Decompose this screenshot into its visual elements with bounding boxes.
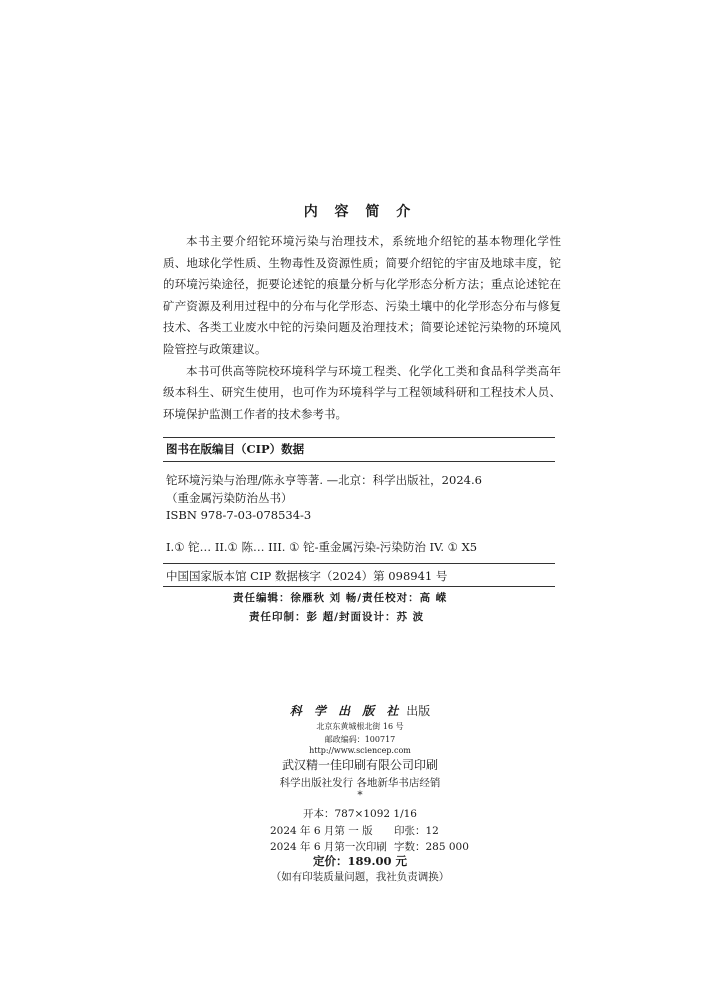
publisher-brand: 科 学 出 版 社 [289, 704, 403, 718]
summary-line: 的环境风险管控与政策建议。 [163, 320, 562, 356]
cip-heading: 图书在版编目（CIP）数据 [166, 442, 305, 456]
credits-line-1: 责任编辑：徐雁秋 刘 畅/责任校对：高 嵘 [233, 592, 448, 604]
publisher-suffix: 出版 [406, 704, 431, 718]
summary-line: 本书主要介绍铊环境污染与治理技术，系统地介绍铊的基本物理化学性 [186, 234, 561, 248]
publisher-address: 北京东黄城根北街 16 号 [316, 722, 404, 731]
printing-info: 2024 年 6 月第一次印刷 [270, 841, 387, 853]
word-count: 字数：285 000 [394, 841, 469, 853]
format-info: 开本：787×1092 1/16 [303, 808, 417, 820]
cip-isbn: ISBN 978-7-03-078534-3 [166, 508, 312, 522]
summary-title: 内 容 简 介 [303, 204, 417, 220]
summary-line: 铊在矿产资源及利用过程中的分布与化学形态、污染土壤中的化学形态分布 [163, 277, 562, 313]
separator-star: * [357, 789, 363, 801]
quality-note: （如有印装质量问题，我社负责调换） [270, 871, 450, 883]
summary-body [163, 231, 561, 425]
summary-line: 质、地球化学性质、生物毒性及资源性质；简要介绍铊的宇宙及地球丰度， [163, 255, 550, 270]
summary-line: 年级本科生、研究生使用，也可作为环境科学与工程领域科研和工程技术人 [163, 363, 561, 400]
summary-line: 铊的环境污染途径，扼要论述铊的痕量分析与化学形态分析方法；重点论述 [163, 255, 561, 292]
summary-paragraph-2 [163, 361, 561, 426]
cip-mid-rule [163, 563, 555, 564]
cip-record: 铊环境污染与治理/陈永亨等著. —北京：科学出版社，2024.6 [166, 473, 482, 487]
summary-line: 与修复技术、各类工业废水中铊的污染问题及治理技术；简要论述铊污染物 [163, 298, 562, 335]
credits-line-2: 责任印制：彭 超/封面设计：苏 波 [249, 611, 425, 623]
summary-paragraph-1 [163, 231, 561, 361]
summary-line: 本书可供高等院校环境科学与环境工程类、化学化工类和食品科学类高 [186, 363, 550, 378]
publisher-name [0, 702, 720, 719]
printer-name: 武汉精一佳印刷有限公司印刷 [281, 758, 438, 772]
cip-classification: I.① 铊… II.① 陈… III. ① 铊-重金属污染-污染防治 IV. ① X5 [166, 540, 478, 554]
cip-top-rule [163, 437, 555, 438]
summary-line: 员、环境保护监测工作者的技术参考书。 [163, 385, 562, 421]
publisher-postcode: 邮政编码：100717 [324, 735, 396, 744]
edition-info: 2024 年 6 月第 一 版 [270, 825, 373, 837]
cip-heading-rule [163, 461, 555, 462]
publisher-website: http://www.sciencep.com [309, 746, 411, 755]
cip-check-number: 中国国家版本馆 CIP 数据核字（2024）第 098941 号 [166, 569, 448, 583]
cip-series: （重金属污染防治丛书） [166, 491, 293, 505]
cip-bottom-rule [163, 586, 555, 587]
price: 定价：189.00 元 [312, 854, 407, 868]
distribution: 科学出版社发行 各地新华书店经销 [279, 777, 441, 789]
sheets-info: 印张：12 [394, 825, 439, 837]
